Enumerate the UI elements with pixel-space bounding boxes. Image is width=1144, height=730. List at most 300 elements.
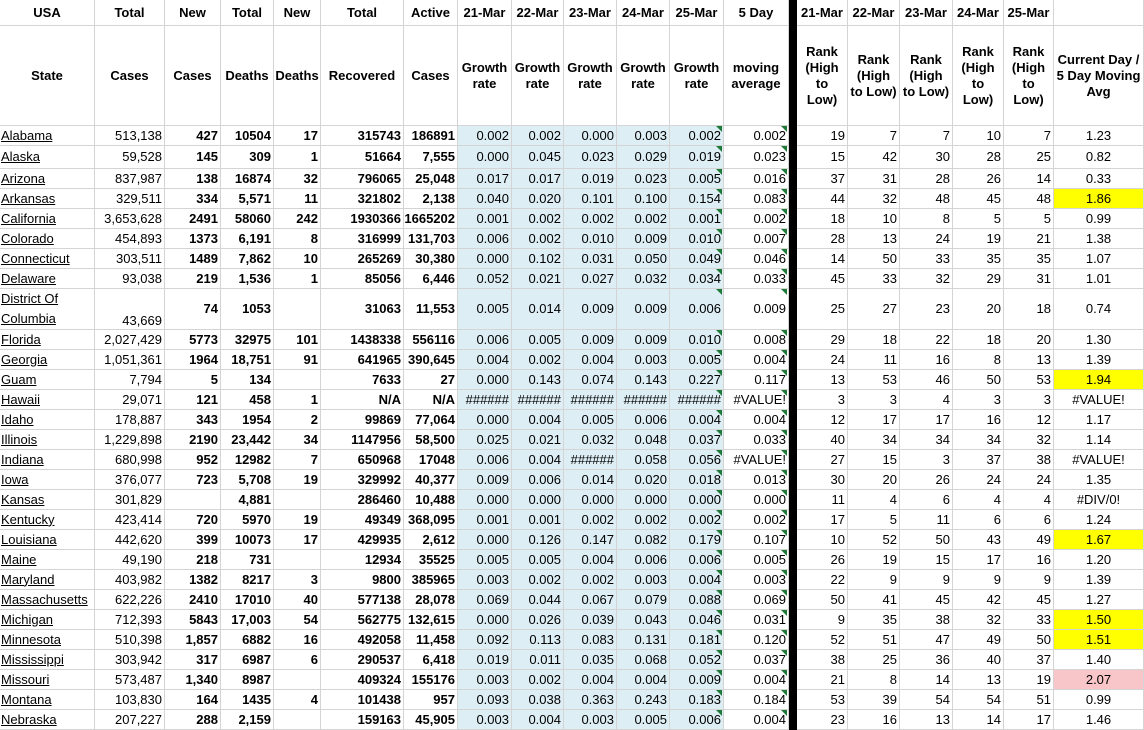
- data-cell[interactable]: 1.67: [1054, 530, 1144, 550]
- data-cell[interactable]: 11,458: [404, 630, 458, 650]
- state-name-cell[interactable]: Massachusetts: [0, 590, 95, 610]
- data-cell[interactable]: ######: [670, 390, 724, 410]
- state-name-cell[interactable]: Alabama: [0, 126, 95, 146]
- data-cell[interactable]: 28: [900, 169, 953, 189]
- data-cell[interactable]: 34: [900, 430, 953, 450]
- data-cell[interactable]: 573,487: [95, 670, 165, 690]
- data-cell[interactable]: 385965: [404, 570, 458, 590]
- data-cell[interactable]: 0.020: [617, 470, 670, 490]
- data-cell[interactable]: 46: [900, 370, 953, 390]
- data-cell[interactable]: 0.088: [670, 590, 724, 610]
- data-cell[interactable]: [274, 370, 321, 390]
- data-cell[interactable]: 0.014: [564, 470, 617, 490]
- data-cell[interactable]: 32975: [221, 330, 274, 350]
- data-cell[interactable]: 513,138: [95, 126, 165, 146]
- data-cell[interactable]: [274, 490, 321, 510]
- data-cell[interactable]: 731: [221, 550, 274, 570]
- data-cell[interactable]: 0.243: [617, 690, 670, 710]
- data-cell[interactable]: 218: [165, 550, 221, 570]
- data-cell[interactable]: 442,620: [95, 530, 165, 550]
- data-cell[interactable]: 32: [274, 169, 321, 189]
- header-cell[interactable]: 25-Mar: [1004, 0, 1054, 26]
- data-cell[interactable]: 1.94: [1054, 370, 1144, 390]
- data-cell[interactable]: 0.013: [724, 470, 789, 490]
- header-cell[interactable]: Active: [404, 0, 458, 26]
- data-cell[interactable]: ######: [564, 390, 617, 410]
- data-cell[interactable]: 9: [848, 570, 900, 590]
- header-cell[interactable]: State: [0, 26, 95, 126]
- header-cell[interactable]: New: [274, 0, 321, 26]
- data-cell[interactable]: 17,003: [221, 610, 274, 630]
- data-cell[interactable]: 74: [165, 289, 221, 330]
- data-cell[interactable]: 0.046: [670, 610, 724, 630]
- data-cell[interactable]: ######: [458, 390, 512, 410]
- data-cell[interactable]: 0.009: [617, 330, 670, 350]
- state-name-cell[interactable]: Georgia: [0, 350, 95, 370]
- data-cell[interactable]: 9: [1004, 570, 1054, 590]
- data-cell[interactable]: 16: [848, 710, 900, 730]
- data-cell[interactable]: 0.069: [458, 590, 512, 610]
- data-cell[interactable]: 9: [953, 570, 1004, 590]
- data-cell[interactable]: 33: [1004, 610, 1054, 630]
- data-cell[interactable]: 8: [900, 209, 953, 229]
- state-name-cell[interactable]: Iowa: [0, 470, 95, 490]
- header-cell[interactable]: Growth rate: [617, 26, 670, 126]
- data-cell[interactable]: 0.004: [617, 670, 670, 690]
- data-cell[interactable]: 1.50: [1054, 610, 1144, 630]
- data-cell[interactable]: 0.006: [512, 470, 564, 490]
- data-cell[interactable]: 427: [165, 126, 221, 146]
- header-cell[interactable]: Rank (High to Low): [1004, 26, 1054, 126]
- data-cell[interactable]: 1,536: [221, 269, 274, 289]
- data-cell[interactable]: 0.019: [670, 146, 724, 169]
- state-name-cell[interactable]: Montana: [0, 690, 95, 710]
- data-cell[interactable]: 6,191: [221, 229, 274, 249]
- data-cell[interactable]: 4: [953, 490, 1004, 510]
- header-cell[interactable]: Recovered: [321, 26, 404, 126]
- data-cell[interactable]: 2: [274, 410, 321, 430]
- data-cell[interactable]: 37: [953, 450, 1004, 470]
- data-cell[interactable]: 0.019: [564, 169, 617, 189]
- data-cell[interactable]: 17010: [221, 590, 274, 610]
- data-cell[interactable]: 0.002: [670, 126, 724, 146]
- data-cell[interactable]: 0.000: [564, 490, 617, 510]
- data-cell[interactable]: 10504: [221, 126, 274, 146]
- data-cell[interactable]: 16: [1004, 550, 1054, 570]
- data-cell[interactable]: 101: [274, 330, 321, 350]
- header-cell[interactable]: Rank (High to Low): [900, 26, 953, 126]
- data-cell[interactable]: 1.20: [1054, 550, 1144, 570]
- data-cell[interactable]: 14: [900, 670, 953, 690]
- data-cell[interactable]: 25: [848, 650, 900, 670]
- header-cell[interactable]: 21-Mar: [458, 0, 512, 26]
- data-cell[interactable]: 38: [1004, 450, 1054, 470]
- data-cell[interactable]: 10073: [221, 530, 274, 550]
- data-cell[interactable]: 0.82: [1054, 146, 1144, 169]
- data-cell[interactable]: 0.083: [564, 630, 617, 650]
- data-cell[interactable]: 1930366: [321, 209, 404, 229]
- data-cell[interactable]: 1.27: [1054, 590, 1144, 610]
- data-cell[interactable]: 6987: [221, 650, 274, 670]
- data-cell[interactable]: 265269: [321, 249, 404, 269]
- data-cell[interactable]: 24: [1004, 470, 1054, 490]
- data-cell[interactable]: 0.009: [617, 289, 670, 330]
- data-cell[interactable]: 25,048: [404, 169, 458, 189]
- data-cell[interactable]: 0.100: [617, 189, 670, 209]
- data-cell[interactable]: 1.39: [1054, 350, 1144, 370]
- data-cell[interactable]: [274, 670, 321, 690]
- data-cell[interactable]: 712,393: [95, 610, 165, 630]
- header-cell[interactable]: 24-Mar: [617, 0, 670, 26]
- data-cell[interactable]: 0.052: [458, 269, 512, 289]
- data-cell[interactable]: 54: [900, 690, 953, 710]
- data-cell[interactable]: 0.038: [512, 690, 564, 710]
- data-cell[interactable]: 390,645: [404, 350, 458, 370]
- data-cell[interactable]: 0.002: [458, 126, 512, 146]
- data-cell[interactable]: 0.019: [458, 650, 512, 670]
- data-cell[interactable]: 0.003: [458, 570, 512, 590]
- data-cell[interactable]: 0.067: [564, 590, 617, 610]
- data-cell[interactable]: 562775: [321, 610, 404, 630]
- data-cell[interactable]: 58060: [221, 209, 274, 229]
- data-cell[interactable]: 1.01: [1054, 269, 1144, 289]
- data-cell[interactable]: 134: [221, 370, 274, 390]
- data-cell[interactable]: 0.033: [724, 430, 789, 450]
- data-cell[interactable]: 0.005: [458, 550, 512, 570]
- header-cell[interactable]: Cases: [404, 26, 458, 126]
- data-cell[interactable]: 0.068: [617, 650, 670, 670]
- data-cell[interactable]: 15: [900, 550, 953, 570]
- data-cell[interactable]: 510,398: [95, 630, 165, 650]
- data-cell[interactable]: 30,380: [404, 249, 458, 269]
- data-cell[interactable]: 14: [797, 249, 848, 269]
- data-cell[interactable]: 17: [274, 530, 321, 550]
- data-cell[interactable]: 0.143: [617, 370, 670, 390]
- data-cell[interactable]: 0.004: [458, 350, 512, 370]
- data-cell[interactable]: 17: [274, 126, 321, 146]
- data-cell[interactable]: 1.30: [1054, 330, 1144, 350]
- data-cell[interactable]: 13: [953, 670, 1004, 690]
- data-cell[interactable]: 4: [848, 490, 900, 510]
- data-cell[interactable]: 1.07: [1054, 249, 1144, 269]
- data-cell[interactable]: 11: [900, 510, 953, 530]
- data-cell[interactable]: 0.045: [512, 146, 564, 169]
- data-cell[interactable]: 3: [848, 390, 900, 410]
- data-cell[interactable]: 35525: [404, 550, 458, 570]
- data-cell[interactable]: 334: [165, 189, 221, 209]
- data-cell[interactable]: 45: [953, 189, 1004, 209]
- state-name-cell[interactable]: Michigan: [0, 610, 95, 630]
- data-cell[interactable]: 0.181: [670, 630, 724, 650]
- data-cell[interactable]: 0.010: [670, 229, 724, 249]
- data-cell[interactable]: 0.002: [512, 126, 564, 146]
- data-cell[interactable]: 0.001: [670, 209, 724, 229]
- data-cell[interactable]: 18,751: [221, 350, 274, 370]
- data-cell[interactable]: 0.002: [724, 209, 789, 229]
- data-cell[interactable]: 0.117: [724, 370, 789, 390]
- data-cell[interactable]: 26: [900, 470, 953, 490]
- data-cell[interactable]: 16: [900, 350, 953, 370]
- data-cell[interactable]: 53: [1004, 370, 1054, 390]
- data-cell[interactable]: 0.009: [458, 470, 512, 490]
- data-cell[interactable]: 1,857: [165, 630, 221, 650]
- data-cell[interactable]: 33: [900, 249, 953, 269]
- data-cell[interactable]: 2491: [165, 209, 221, 229]
- data-cell[interactable]: 0.025: [458, 430, 512, 450]
- state-name-cell[interactable]: Hawaii: [0, 390, 95, 410]
- state-name-cell[interactable]: Delaware: [0, 269, 95, 289]
- data-cell[interactable]: 19: [953, 229, 1004, 249]
- data-cell[interactable]: 316999: [321, 229, 404, 249]
- data-cell[interactable]: 3: [900, 450, 953, 470]
- data-cell[interactable]: 0.052: [670, 650, 724, 670]
- data-cell[interactable]: 7,794: [95, 370, 165, 390]
- data-cell[interactable]: 10: [274, 249, 321, 269]
- data-cell[interactable]: 0.000: [512, 490, 564, 510]
- data-cell[interactable]: 0.005: [724, 550, 789, 570]
- data-cell[interactable]: 1.17: [1054, 410, 1144, 430]
- data-cell[interactable]: 50: [797, 590, 848, 610]
- data-cell[interactable]: 0.004: [724, 710, 789, 730]
- data-cell[interactable]: 4,881: [221, 490, 274, 510]
- data-cell[interactable]: 0.079: [617, 590, 670, 610]
- data-cell[interactable]: 51: [1004, 690, 1054, 710]
- data-cell[interactable]: 0.005: [670, 350, 724, 370]
- data-cell[interactable]: 30: [900, 146, 953, 169]
- data-cell[interactable]: 121: [165, 390, 221, 410]
- data-cell[interactable]: ######: [564, 450, 617, 470]
- data-cell[interactable]: 53: [797, 690, 848, 710]
- data-cell[interactable]: 303,511: [95, 249, 165, 269]
- data-cell[interactable]: 30: [797, 470, 848, 490]
- data-cell[interactable]: 1147956: [321, 430, 404, 450]
- data-cell[interactable]: 492058: [321, 630, 404, 650]
- data-cell[interactable]: 0.005: [512, 550, 564, 570]
- data-cell[interactable]: 0.006: [458, 450, 512, 470]
- state-name-cell[interactable]: Maine: [0, 550, 95, 570]
- data-cell[interactable]: 91: [274, 350, 321, 370]
- data-cell[interactable]: 12: [797, 410, 848, 430]
- data-cell[interactable]: 315743: [321, 126, 404, 146]
- data-cell[interactable]: 1373: [165, 229, 221, 249]
- data-cell[interactable]: 1: [274, 390, 321, 410]
- data-cell[interactable]: 0.029: [617, 146, 670, 169]
- data-cell[interactable]: 3,653,628: [95, 209, 165, 229]
- data-cell[interactable]: 21: [797, 670, 848, 690]
- data-cell[interactable]: 1.39: [1054, 570, 1144, 590]
- data-cell[interactable]: 51664: [321, 146, 404, 169]
- data-cell[interactable]: 20: [848, 470, 900, 490]
- data-cell[interactable]: 15: [797, 146, 848, 169]
- data-cell[interactable]: [274, 550, 321, 570]
- data-cell[interactable]: 101438: [321, 690, 404, 710]
- data-cell[interactable]: #VALUE!: [724, 450, 789, 470]
- state-name-cell[interactable]: Nebraska: [0, 710, 95, 730]
- data-cell[interactable]: 458: [221, 390, 274, 410]
- data-cell[interactable]: 0.004: [724, 670, 789, 690]
- data-cell[interactable]: 103,830: [95, 690, 165, 710]
- data-cell[interactable]: 145: [165, 146, 221, 169]
- data-cell[interactable]: 31: [1004, 269, 1054, 289]
- data-cell[interactable]: 0.004: [512, 450, 564, 470]
- data-cell[interactable]: 58,500: [404, 430, 458, 450]
- data-cell[interactable]: 368,095: [404, 510, 458, 530]
- data-cell[interactable]: 0.006: [617, 410, 670, 430]
- data-cell[interactable]: 13: [1004, 350, 1054, 370]
- data-cell[interactable]: 0.003: [564, 710, 617, 730]
- data-cell[interactable]: 48: [1004, 189, 1054, 209]
- data-cell[interactable]: 0.009: [617, 229, 670, 249]
- data-cell[interactable]: 0.002: [512, 209, 564, 229]
- data-cell[interactable]: 0.002: [724, 126, 789, 146]
- state-name-cell[interactable]: Louisiana: [0, 530, 95, 550]
- data-cell[interactable]: 429935: [321, 530, 404, 550]
- data-cell[interactable]: 2,612: [404, 530, 458, 550]
- data-cell[interactable]: 288: [165, 710, 221, 730]
- data-cell[interactable]: 8987: [221, 670, 274, 690]
- data-cell[interactable]: 9: [900, 570, 953, 590]
- data-cell[interactable]: 16874: [221, 169, 274, 189]
- data-cell[interactable]: 20: [953, 289, 1004, 330]
- data-cell[interactable]: 4: [900, 390, 953, 410]
- data-cell[interactable]: 0.004: [724, 410, 789, 430]
- data-cell[interactable]: 19: [274, 510, 321, 530]
- data-cell[interactable]: 32: [1004, 430, 1054, 450]
- data-cell[interactable]: 34: [274, 430, 321, 450]
- data-cell[interactable]: 0.032: [564, 430, 617, 450]
- data-cell[interactable]: 48: [900, 189, 953, 209]
- data-cell[interactable]: 577138: [321, 590, 404, 610]
- data-cell[interactable]: 31063: [321, 289, 404, 330]
- data-cell[interactable]: 0.031: [724, 610, 789, 630]
- data-cell[interactable]: 0.003: [617, 350, 670, 370]
- state-name-cell[interactable]: Arkansas: [0, 189, 95, 209]
- data-cell[interactable]: 11: [848, 350, 900, 370]
- state-name-cell[interactable]: Arizona: [0, 169, 95, 189]
- data-cell[interactable]: 2,138: [404, 189, 458, 209]
- data-cell[interactable]: 0.002: [670, 510, 724, 530]
- data-cell[interactable]: 49: [1004, 530, 1054, 550]
- data-cell[interactable]: 0.120: [724, 630, 789, 650]
- state-name-cell[interactable]: Kansas: [0, 490, 95, 510]
- data-cell[interactable]: 6,418: [404, 650, 458, 670]
- data-cell[interactable]: 2,027,429: [95, 330, 165, 350]
- data-cell[interactable]: 40: [274, 590, 321, 610]
- data-cell[interactable]: 9800: [321, 570, 404, 590]
- data-cell[interactable]: 0.005: [617, 710, 670, 730]
- data-cell[interactable]: 38: [900, 610, 953, 630]
- data-cell[interactable]: 0.002: [512, 350, 564, 370]
- data-cell[interactable]: 0.010: [564, 229, 617, 249]
- data-cell[interactable]: 19: [848, 550, 900, 570]
- data-cell[interactable]: 1964: [165, 350, 221, 370]
- data-cell[interactable]: 0.043: [617, 610, 670, 630]
- data-cell[interactable]: 5: [848, 510, 900, 530]
- data-cell[interactable]: 132,615: [404, 610, 458, 630]
- data-cell[interactable]: 0.034: [670, 269, 724, 289]
- data-cell[interactable]: 7: [274, 450, 321, 470]
- data-cell[interactable]: 31: [848, 169, 900, 189]
- data-cell[interactable]: 0.016: [724, 169, 789, 189]
- data-cell[interactable]: 28: [953, 146, 1004, 169]
- data-cell[interactable]: 0.004: [512, 710, 564, 730]
- data-cell[interactable]: 0.039: [564, 610, 617, 630]
- data-cell[interactable]: 0.002: [724, 510, 789, 530]
- state-name-cell[interactable]: Minnesota: [0, 630, 95, 650]
- data-cell[interactable]: 0.056: [670, 450, 724, 470]
- data-cell[interactable]: 32: [953, 610, 1004, 630]
- header-cell[interactable]: USA: [0, 0, 95, 26]
- data-cell[interactable]: 54: [274, 610, 321, 630]
- data-cell[interactable]: 0.000: [458, 249, 512, 269]
- data-cell[interactable]: 7: [1004, 126, 1054, 146]
- data-cell[interactable]: 1,340: [165, 670, 221, 690]
- data-cell[interactable]: 49: [953, 630, 1004, 650]
- data-cell[interactable]: 1438338: [321, 330, 404, 350]
- data-cell[interactable]: 0.002: [564, 570, 617, 590]
- header-cell[interactable]: 24-Mar: [953, 0, 1004, 26]
- header-cell[interactable]: Deaths: [221, 26, 274, 126]
- data-cell[interactable]: 6: [274, 650, 321, 670]
- data-cell[interactable]: 343: [165, 410, 221, 430]
- data-cell[interactable]: 0.33: [1054, 169, 1144, 189]
- data-cell[interactable]: 47: [900, 630, 953, 650]
- data-cell[interactable]: 18: [848, 330, 900, 350]
- data-cell[interactable]: 17: [953, 550, 1004, 570]
- data-cell[interactable]: 0.006: [458, 330, 512, 350]
- data-cell[interactable]: 37: [797, 169, 848, 189]
- data-cell[interactable]: 0.000: [458, 490, 512, 510]
- data-cell[interactable]: 0.147: [564, 530, 617, 550]
- data-cell[interactable]: 0.000: [458, 370, 512, 390]
- data-cell[interactable]: 53: [848, 370, 900, 390]
- data-cell[interactable]: 18: [953, 330, 1004, 350]
- data-cell[interactable]: 29: [953, 269, 1004, 289]
- data-cell[interactable]: 0.006: [617, 550, 670, 570]
- data-cell[interactable]: 8: [953, 350, 1004, 370]
- data-cell[interactable]: 1,229,898: [95, 430, 165, 450]
- data-cell[interactable]: 321802: [321, 189, 404, 209]
- data-cell[interactable]: 0.083: [724, 189, 789, 209]
- data-cell[interactable]: 0.184: [724, 690, 789, 710]
- data-cell[interactable]: 0.101: [564, 189, 617, 209]
- data-cell[interactable]: 796065: [321, 169, 404, 189]
- data-cell[interactable]: 0.005: [564, 410, 617, 430]
- data-cell[interactable]: 0.027: [564, 269, 617, 289]
- data-cell[interactable]: 399: [165, 530, 221, 550]
- data-cell[interactable]: 1.51: [1054, 630, 1144, 650]
- data-cell[interactable]: 85056: [321, 269, 404, 289]
- header-cell[interactable]: Growth rate: [458, 26, 512, 126]
- data-cell[interactable]: 0.000: [458, 146, 512, 169]
- data-cell[interactable]: 34: [953, 430, 1004, 450]
- data-cell[interactable]: 1,051,361: [95, 350, 165, 370]
- data-cell[interactable]: 0.004: [724, 350, 789, 370]
- data-cell[interactable]: 0.003: [458, 670, 512, 690]
- data-cell[interactable]: 6882: [221, 630, 274, 650]
- data-cell[interactable]: 20: [1004, 330, 1054, 350]
- data-cell[interactable]: 6: [1004, 510, 1054, 530]
- data-cell[interactable]: 12934: [321, 550, 404, 570]
- data-cell[interactable]: 14: [1004, 169, 1054, 189]
- data-cell[interactable]: 409324: [321, 670, 404, 690]
- data-cell[interactable]: 0.017: [512, 169, 564, 189]
- data-cell[interactable]: 0.003: [617, 570, 670, 590]
- data-cell[interactable]: 23,442: [221, 430, 274, 450]
- header-cell[interactable]: New: [165, 0, 221, 26]
- data-cell[interactable]: 0.005: [670, 169, 724, 189]
- data-cell[interactable]: 50: [953, 370, 1004, 390]
